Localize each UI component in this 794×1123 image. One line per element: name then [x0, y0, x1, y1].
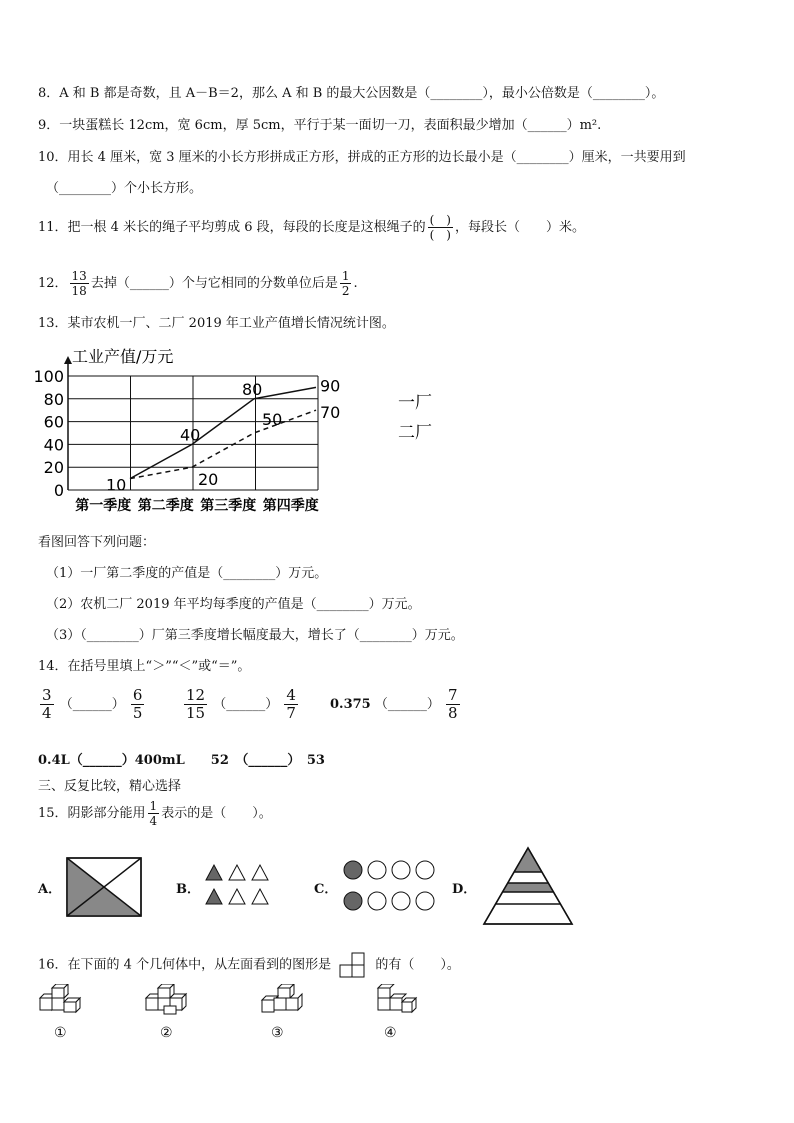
option-d-label[interactable]: D．	[452, 882, 477, 897]
compare-item-2	[182, 688, 300, 721]
compare-right-fraction	[446, 688, 460, 721]
question-13-sub3: （3）（________）厂第三季度增长幅度最大，增长了（________）万元。	[46, 628, 464, 643]
chart-x-ticks	[75, 497, 319, 514]
y-tick-label: 100	[33, 367, 64, 386]
compare-left-fraction	[40, 688, 54, 721]
x-tick-label: 第二季度	[137, 498, 194, 514]
fraction-numerator: 4	[286, 686, 296, 704]
point-label: 90	[320, 376, 341, 396]
question-11	[38, 214, 585, 241]
question-13-intro: 看图回答下列问题：	[38, 535, 156, 550]
option-c-label[interactable]: C．	[314, 882, 338, 897]
y-tick-label: 0	[53, 481, 64, 500]
fraction-numerator: 7	[448, 686, 458, 704]
legend-label: 一厂	[398, 393, 432, 413]
section-3-heading: 三、反复比较，精心选择	[38, 779, 182, 794]
y-axis-arrow	[64, 356, 72, 364]
y-tick-label: 60	[43, 412, 64, 432]
question-12-end: .	[353, 276, 358, 291]
option-b-figure	[204, 862, 274, 908]
fraction-numerator: 1	[149, 799, 158, 813]
compare-left-fraction	[184, 688, 207, 721]
solid-3-label[interactable]: ③	[271, 1025, 284, 1041]
fraction-numerator: 12	[186, 686, 206, 704]
compare-right-fraction	[284, 688, 298, 721]
x-tick-label: 第三季度	[200, 498, 257, 514]
compare-item-3	[330, 688, 462, 721]
line-chart	[0, 340, 794, 520]
fraction-denominator: ( )	[429, 228, 451, 242]
x-tick-label: 第一季度	[75, 498, 132, 514]
series-line-1	[130, 387, 316, 478]
question-14: 14．在括号里填上“＞”“＜”或“＝”。	[38, 659, 251, 674]
fraction-numerator: 13	[71, 269, 87, 283]
question-12-result-fraction	[340, 270, 352, 297]
compare-blank[interactable]: （______）	[374, 697, 440, 712]
question-12-text: 去掉（______）个与它相同的分数单位后是	[90, 276, 338, 291]
fraction-numerator: ( )	[429, 213, 451, 227]
question-14-row2: 0.4L（______）400mL 52 （______） 53	[38, 753, 325, 768]
point-label: 40	[180, 425, 201, 445]
question-10-line1: 10．用长 4 厘米，宽 3 厘米的小长方形拼成正方形，拼成的正方形的边长最小是（________）厘米，一共要用到	[38, 150, 686, 165]
fraction-denominator: 15	[186, 704, 206, 722]
question-16	[38, 952, 460, 978]
question-16-tail: 的有（ ）。	[375, 957, 460, 973]
question-8: 8．A 和 B 都是奇数，且 A－B＝2，那么 A 和 B 的最大公因数是（________），最小公倍数是（________）。	[38, 86, 665, 101]
solid-3-figure	[258, 984, 314, 1024]
y-tick-label: 40	[43, 435, 64, 455]
question-15-tail: 表示的是（ ）。	[161, 806, 272, 821]
option-a-figure	[66, 857, 142, 917]
fraction-denominator: 5	[132, 704, 143, 722]
question-16-text: 16．在下面的 4 个几何体中，从左面看到的图形是	[38, 957, 332, 973]
question-12	[38, 270, 358, 297]
question-13-sub2: （2）农机二厂 2019 年平均每季度的产值是（________）万元。	[46, 597, 421, 612]
option-a-label[interactable]: A．	[38, 882, 62, 897]
point-label: 80	[242, 379, 263, 399]
option-b-label[interactable]: B．	[176, 882, 200, 897]
legend-label: 二厂	[398, 423, 432, 443]
fraction-numerator: 1	[341, 269, 350, 283]
solid-1-label[interactable]: ①	[54, 1025, 67, 1041]
question-10-line2: （________）个小长方形。	[46, 181, 203, 196]
solid-1-figure	[36, 984, 92, 1024]
x-tick-label: 第四季度	[262, 498, 319, 514]
fraction-denominator: 4	[149, 814, 158, 828]
chart-ylabel: 工业产值/万元	[72, 347, 174, 366]
question-11-tail: ，每段长（ ）米。	[455, 220, 586, 235]
point-label: 50	[262, 410, 283, 429]
question-13-sub1: （1）一厂第二季度的产值是（________）万元。	[46, 566, 328, 581]
compare-blank[interactable]: （______）	[213, 697, 279, 712]
fraction-numerator: 6	[132, 686, 143, 704]
compare-item-1	[38, 688, 146, 721]
y-tick-label: 20	[43, 458, 64, 478]
question-13: 13．某市农机一厂、二厂 2019 年工业产值增长情况统计图。	[38, 316, 395, 331]
solid-4-figure	[372, 984, 428, 1024]
fraction-denominator: 7	[286, 704, 296, 722]
option-d-figure	[480, 845, 576, 927]
fraction-denominator: 4	[42, 704, 52, 722]
y-tick-label: 80	[43, 389, 64, 409]
fraction-numerator: 3	[42, 686, 52, 704]
fraction-denominator: 18	[71, 284, 87, 298]
option-c-figure	[340, 858, 440, 914]
point-label: 10	[106, 475, 127, 495]
point-label: 70	[320, 403, 341, 423]
question-12-number: 12．	[38, 276, 68, 291]
fraction-denominator: 2	[341, 284, 350, 298]
question-15	[38, 800, 272, 827]
question-12-fraction	[70, 270, 89, 297]
question-11-text: 11．把一根 4 米长的绳子平均剪成 6 段，每段的长度是这根绳子的	[38, 220, 426, 235]
chart-legend	[398, 393, 440, 446]
question-15-text: 15．阴影部分能用	[38, 806, 146, 821]
compare-left-value: 0.375	[330, 697, 371, 712]
solid-2-figure	[142, 984, 198, 1024]
left-view-shape-icon	[339, 952, 367, 978]
fraction-denominator: 8	[448, 704, 458, 722]
chart-series	[130, 387, 316, 478]
question-9: 9．一块蛋糕长 12cm，宽 6cm，厚 5cm，平行于某一面切一刀，表面积最少增加（______）m².	[38, 118, 602, 133]
question-11-fraction	[428, 214, 453, 241]
solid-2-label[interactable]: ②	[160, 1025, 173, 1041]
point-label: 20	[198, 470, 219, 490]
compare-right-fraction	[131, 688, 145, 721]
compare-blank[interactable]: （______）	[59, 697, 125, 712]
solid-4-label[interactable]: ④	[384, 1025, 397, 1041]
chart-y-ticks	[33, 367, 64, 500]
question-15-fraction	[148, 800, 160, 827]
